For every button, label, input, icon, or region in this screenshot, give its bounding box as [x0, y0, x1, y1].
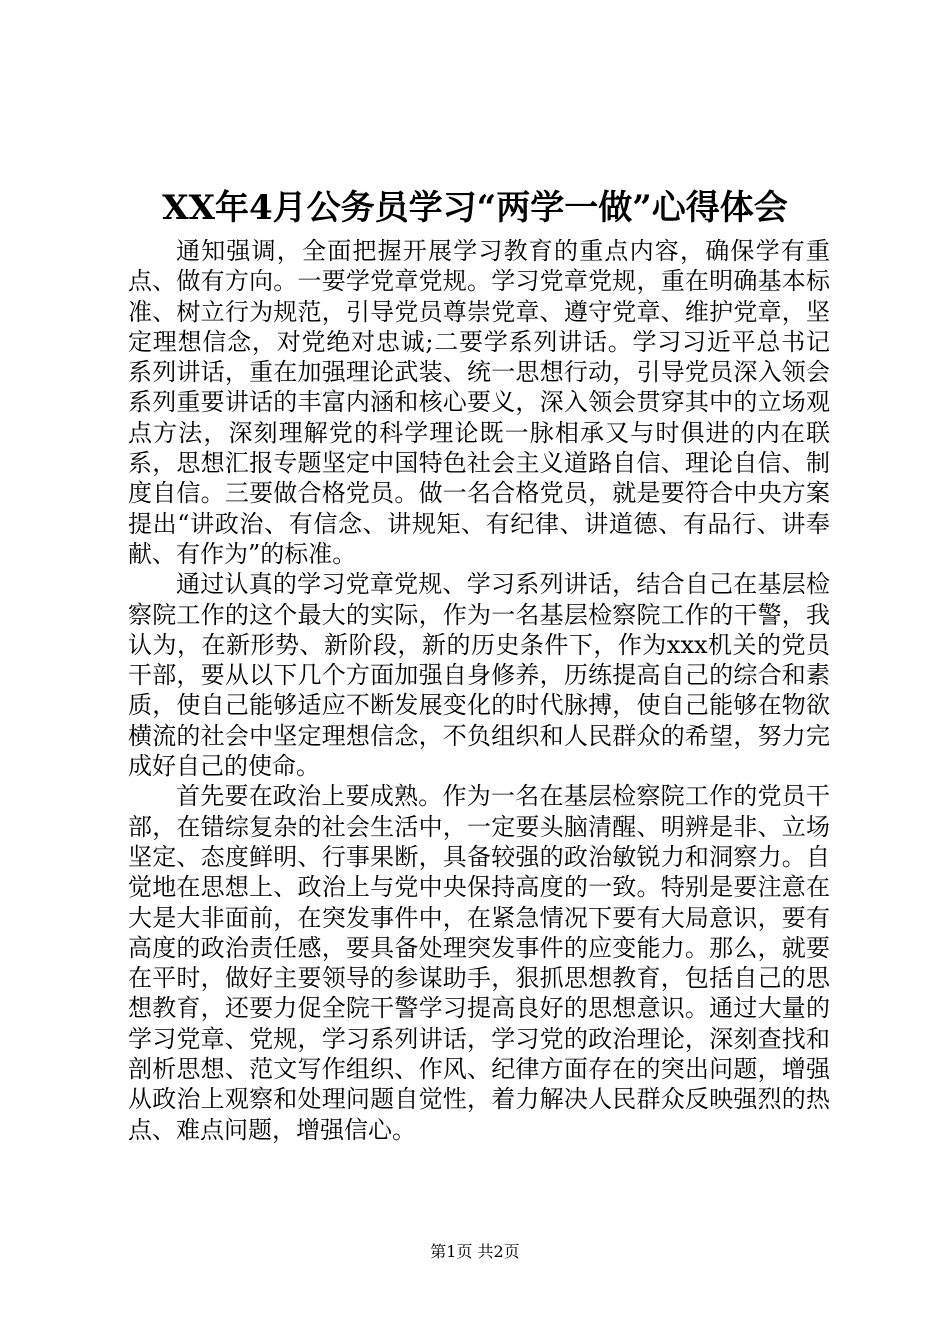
paragraph-3: 首先要在政治上要成熟。作为一名在基层检察院工作的党员干部，在错综复杂的社会生活中，一定要头脑清醒、明辨是非、立场坚定、态度鲜明、行事果断，具备较强的政治敏锐力和洞察力。自觉地在思想上、政治上与党中央保持高度的一致。特别是要注意在大是大非面前，在突发事件中，在紧急情况下要有大局意识，要有高度的政治责任感，要具备处理突发事件的应变能力。那么，就要在平时，做好主要领导的参谋助手，狠抓思想教育，包括自己的思想教育，还要力促全院干警学习提高良好的思想意识。通过大量的学习党章、党规，学习系列讲话，学习党的政治理论，深刻查找和剖析思想、范文写作组织、作风、纪律方面存在的突出问题，增强从政治上观察和处理问题自觉性，着力解决人民群众反映强烈的热点、难点问题，增强信心。	[128, 782, 830, 1144]
document-body	[128, 236, 830, 1145]
document-title: XX年4月公务员学习“两学一做”心得体会	[162, 188, 788, 228]
page-number-footer: 第1页 共2页	[430, 1242, 520, 1261]
paragraph-2: 通过认真的学习党章党规、学习系列讲话，结合自己在基层检察院工作的这个最大的实际，作为一名基层检察院工作的干警，我认为，在新形势、新阶段，新的历史条件下，作为xxx机关的党员干部，要从以下几个方面加强自身修养，历练提高自己的综合和素质，使自己能够适应不断发展变化的时代脉搏，使自己能够在物欲横流的社会中坚定理想信念，不负组织和人民群众的希望，努力完成好自己的使命。	[128, 570, 830, 781]
paragraph-1: 通知强调，全面把握开展学习教育的重点内容，确保学有重点、做有方向。一要学党章党规。学习党章党规，重在明确基本标准、树立行为规范，引导党员尊崇党章、遵守党章、维护党章，坚定理想信念，对党绝对忠诚;二要学系列讲话。学习习近平总书记系列讲话，重在加强理论武装、统一思想行动，引导党员深入领会系列重要讲话的丰富内涵和核心要义，深入领会贯穿其中的立场观点方法，深刻理解党的科学理论既一脉相承又与时俱进的内在联系，思想汇报专题坚定中国特色社会主义道路自信、理论自信、制度自信。三要做合格党员。做一名合格党员，就是要符合中央方案提出“讲政治、有信念、讲规矩、有纪律、讲道德、有品行、讲奉献、有作为”的标准。	[128, 237, 830, 568]
